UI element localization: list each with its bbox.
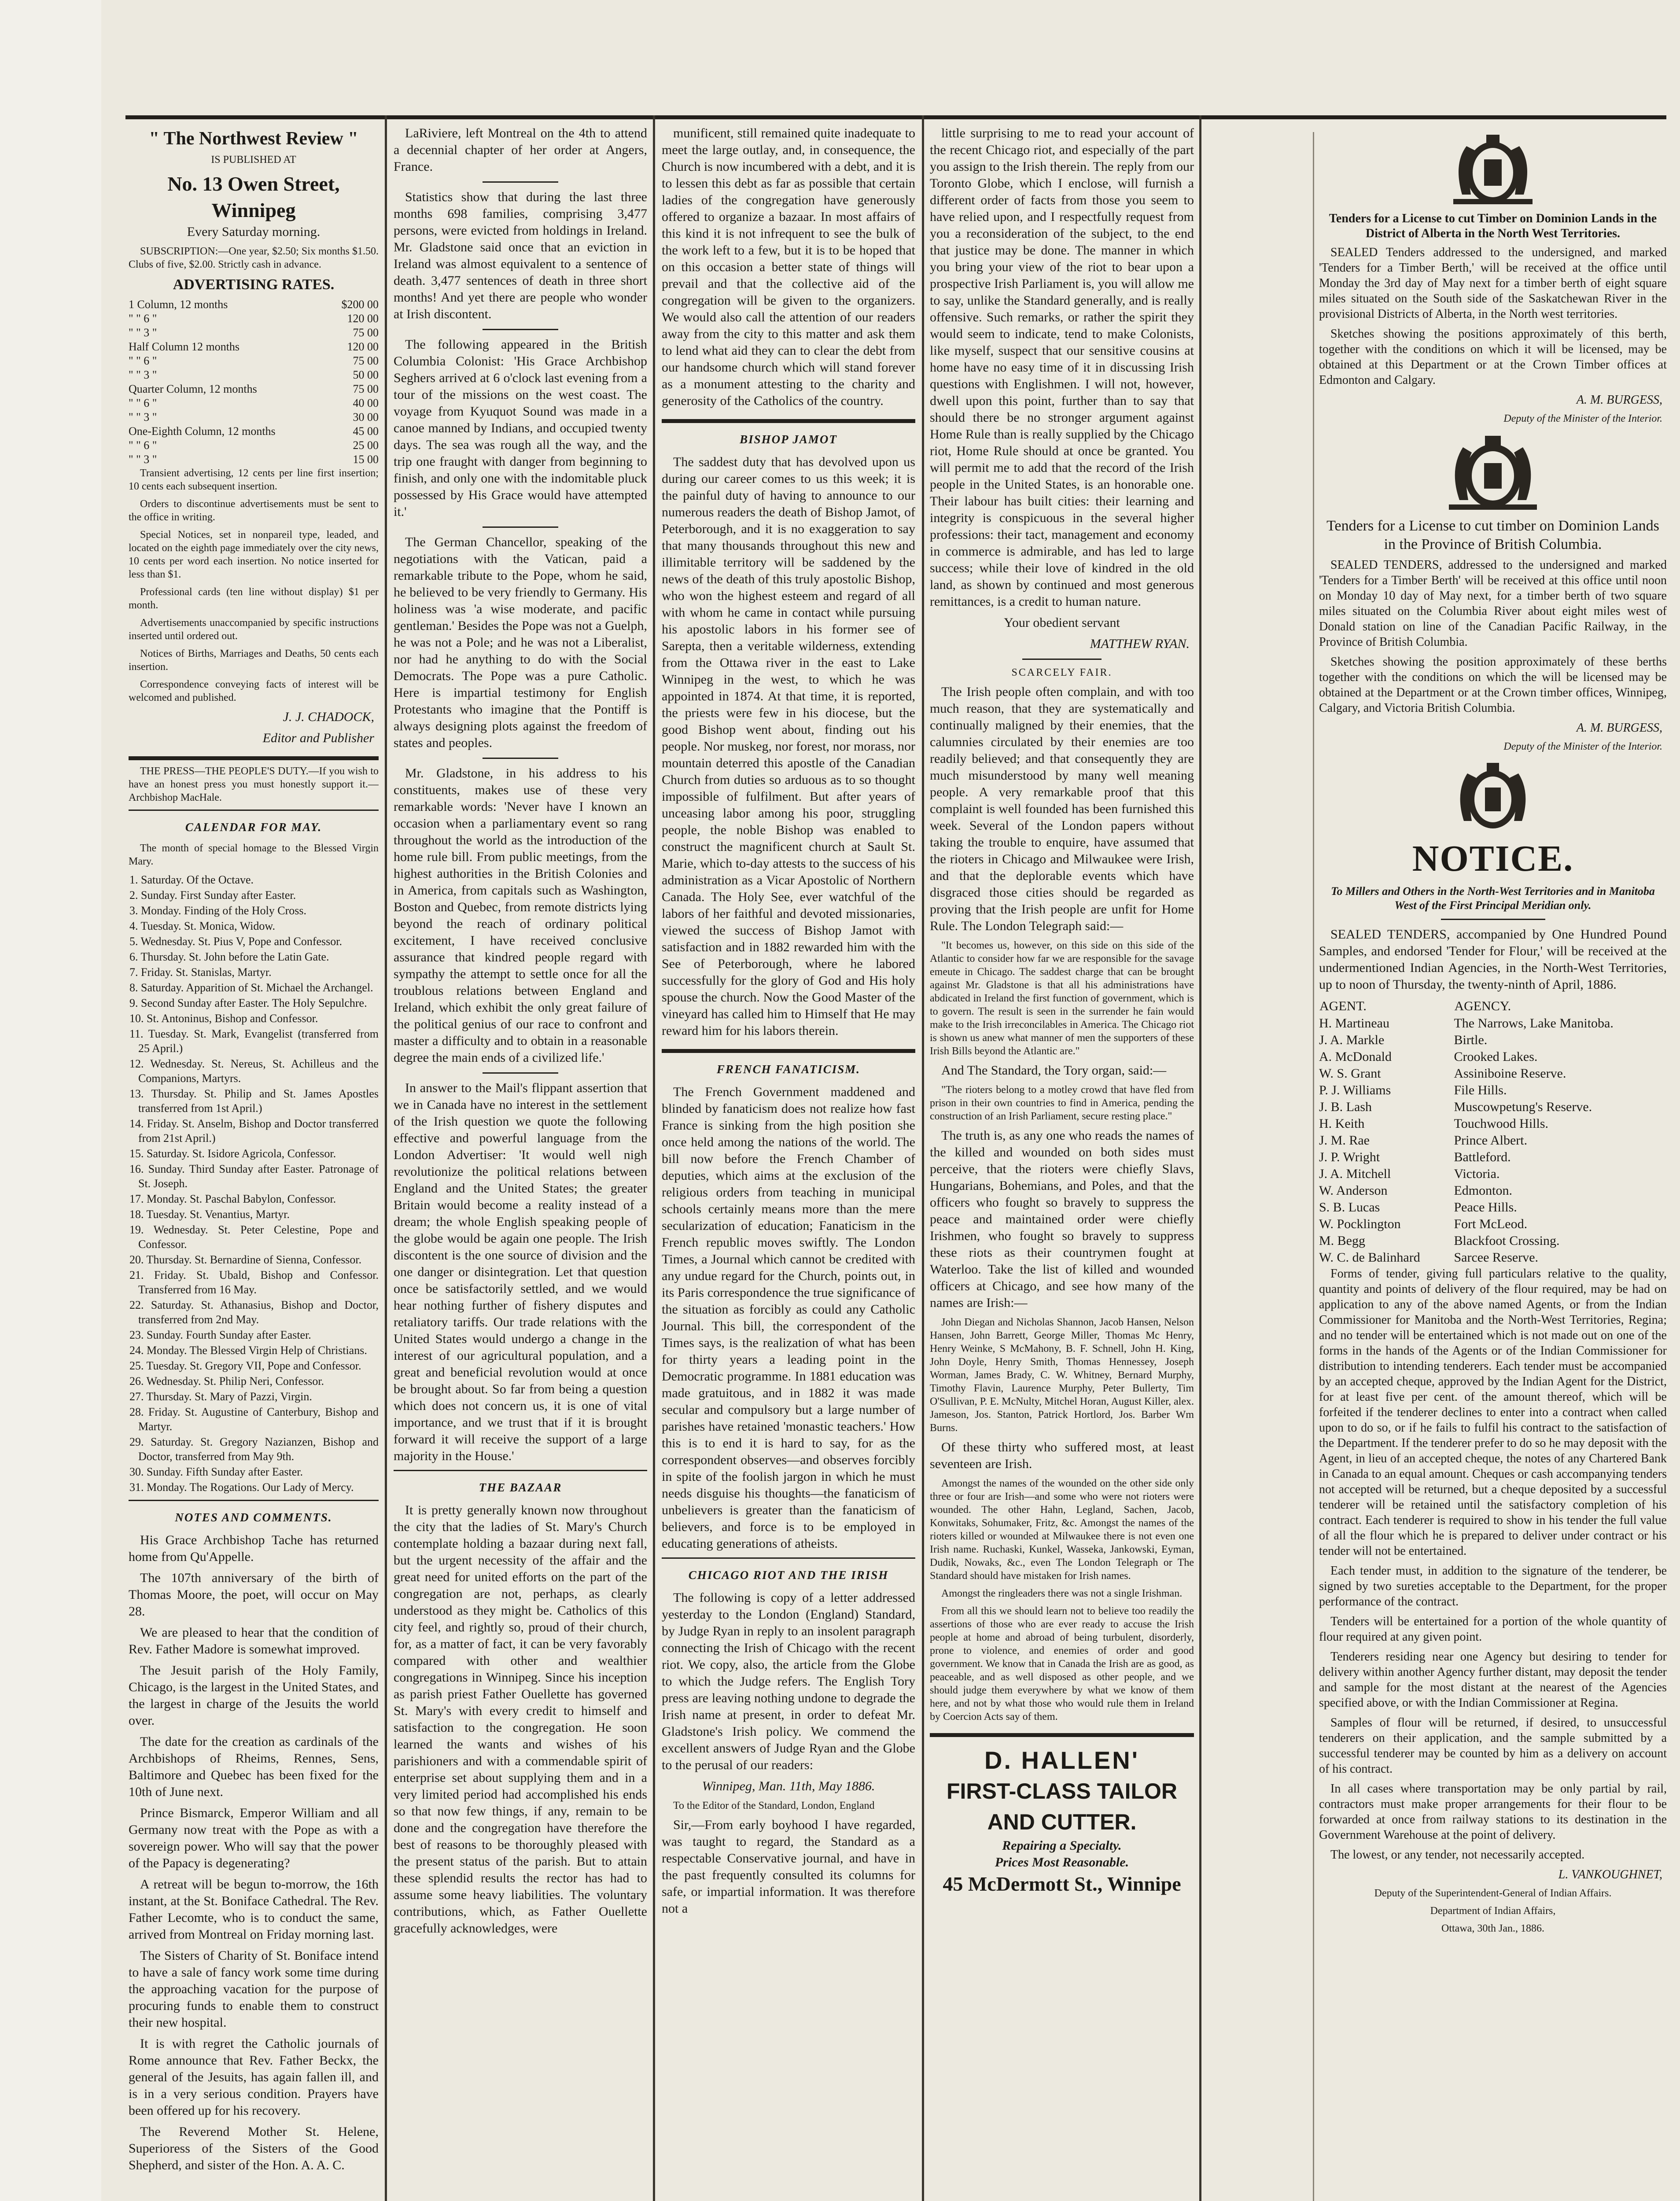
column-5 <box>1319 125 1667 2201</box>
scan-margin <box>0 0 101 2201</box>
note-paragraph: The date for the creation as cardinals of the Archbishops of Rheims, Rennes, Sens, Baltimore and Quebec has been fixed for the 10th of June next. <box>129 1734 379 1799</box>
agent-row <box>1319 1249 1667 1266</box>
agent-row <box>1319 1032 1667 1049</box>
agent-name: S. B. Lucas <box>1319 1200 1380 1215</box>
notice-department: Department of Indian Affairs, <box>1430 1905 1556 1917</box>
note-paragraph: It is with regret the Catholic journals of Rome announce that Rev. Father Beckx, the general of the Jesuits, has again fallen ill, and is in a very serious condition. Prayers have been offered up for his recovery. <box>129 2036 379 2118</box>
divider <box>930 1733 1194 1737</box>
agency-name: The Narrows, Lake Manitoba. <box>1454 1016 1614 1031</box>
calendar-item: 25. Tuesday. St. Gregory VII, Pope and Confessor. <box>129 1359 361 1372</box>
tender-alberta-sketches: Sketches showing the positions approximately of this berth, together with the conditions on which it will be licensed, may be obtained at this Department or at the Crown Timber offices at Edmonton and Calgary. <box>1319 327 1667 387</box>
calendar-item: 12. Wednesday. St. Nereus, St. Achilleus and the Companions, Martyrs. <box>129 1057 379 1085</box>
article-paragraph: The truth is, as any one who reads the names of the killed and wounded on both sides must perceive, that the rioters were chiefly Slavs, Hungarians, Bohemians, and Poles, and that the officers who fought so bravely to suppress the peace and maintained order were chiefly Irishmen, who fought so bravely to suppress these riots as their countrymen fought at Waterloo. Take the list of killed and wounded officers at Chicago, and see how many of the names are Irish:— <box>930 1128 1194 1310</box>
divider <box>394 1470 647 1471</box>
jamot-heading: BISHOP JAMOT <box>740 433 837 446</box>
notice-paragraph: Samples of flour will be returned, if desired, to unsuccessful tenderers on their application, and the sample submitted by a successful tenderer may be counted by him as a delivery on account of his contract. <box>1319 1716 1667 1776</box>
rates-heading: ADVERTISING RATES. <box>173 276 335 293</box>
notice-paragraph: In all cases where transportation may be only partial by rail, contractors must make proper arrangements for their flour to be forwarded at once from railway stations to its destination in the Government Warehouse at the point of delivery. <box>1319 1782 1667 1842</box>
note-paragraph: We are pleased to hear that the condition of Rev. Father Madore is somewhat improved. <box>129 1625 379 1656</box>
rate-row <box>129 326 379 340</box>
tender-bc-sketches: Sketches showing the position approximately of these berths together with the conditions on which the will be licensed may be obtained at the Department or at the Crown timber offices, Winnipeg, Calgary, and Victoria British Columbia. <box>1319 655 1667 715</box>
rate-label: " " 3 " <box>129 411 157 423</box>
notice-paragraph: Forms of tender, giving full particulars relative to the quality, quantity and points of delivery of the flour required, may be had on application to any of the above named Agents, or from the Indian Commissioner for Manitoba and the North-West Territories, Regina; and no tender will be entertained which is not made out on one of the forms in the hands of the Agents or of the Indian Commissioner for distribution to intending tenderers. Each tender must be accompanied by an accepted cheque, approved by the Indian Agent for the District, for at least five per cent. of the amount thereof, which will be forfeited if the tenderer declines to enter into a contract when called upon to do so, or if he fails to fulfil his contract to the satisfaction of the Department. If the tenderer prefer to do so he may deposit with the Agent, in lieu of an accepted cheque, the notes of any Chartered Bank in Canada to an equal amount. Cheques or cash accompanying tenders not accepted will be returned, but a cheque deposited by a successful tenderer will be retained until the satisfactory completion of his contract. Each tenderer is required to show in his tender the full value of all the flour which he is prepared to deliver under contract or his tender will not be entertained. <box>1319 1267 1667 1558</box>
rate-row <box>129 410 379 424</box>
published-at: IS PUBLISHED AT <box>211 154 296 166</box>
calendar-item: 21. Friday. St. Ubald, Bishop and Confessor. Transferred from 16 May. <box>129 1269 379 1296</box>
notice-date: Ottawa, 30th Jan., 1886. <box>1441 1923 1544 1934</box>
divider <box>129 1500 379 1501</box>
article-paragraph: Amongst the names of the wounded on the other side only three or four are Irish—and some who were not rioters were wounded. The other Hahn, Legland, Sachen, Jacob, Konwitaks, Sohumaker, Fritz, &c. Amongst the names of the rioters killed or wounded at Milwaukee there is not even one Irish name. Ruchaski, Kunkel, Wasseka, Jankowski, Eyman, Dudik, Nowaks, &c., even The London Telegraph or The Standard should have mistaken for Irish names. <box>930 1478 1194 1582</box>
calendar-item: 10. St. Antoninus, Bishop and Confessor. <box>129 1012 318 1025</box>
rate-price: 75 00 <box>353 354 379 367</box>
agent-name: H. Martineau <box>1319 1016 1389 1031</box>
quote-paragraph: "The rioters belong to a motley crowd that have fled from prison in their own countries to find in America, pending the construction of an Irish Parliament, secure resting place." <box>930 1084 1194 1122</box>
column-1 <box>129 125 379 2201</box>
rate-row <box>129 396 379 410</box>
article-paragraph: In answer to the Mail's flippant assertion that we in Canada have no interest in the settlement of the Irish question we quote the following effective and powerful language from the London Advertiser: 'It would well nigh revolutionize the political relations between England and the United States; the greater Britain would become a reality instead of a dream; the whole English speaking people of the globe would be again one people. The Irish discontent is the one source of division and the one danger or disintegration. Let that question once be satisfactorily settled, and we would hear nothing further of fishery disputes and retaliatory tariffs. Our trade relations with the United States would undergo a change in the interest of our agricultural population, and a great and beneficial revolution would at once be brought about. So far from being a question which does not concern us, it is one of vital importance, and we trust that if it is brought forward it will receive the support of a large majority in the House.' <box>394 1081 647 1463</box>
note-paragraph: His Grace Archbishop Tache has returned home from Qu'Appelle. <box>129 1533 379 1564</box>
rate-label: " " 3 " <box>129 368 157 381</box>
article-paragraph: Mr. Gladstone, in his address to his constituents, makes use of these very remarkable words: 'Never have I known an occasion when a parliamentary event so rang throughout the world as the introduction of the home rule bill. From public meetings, from the highest authorities in the British Colonies and in America, from capitals such as Washington, Boston and Quebec, from remote districts lying beyond the reach of ordinary political excitement, I have received conclusive assurance that kindred people regard with sympathy the attempt to settle once for all the troublous relations between England and Ireland, which exhibit the only great failure of the political genius of our race to confront and master a difficulty and to obtain in a reasonable degree the main ends of a civilized life.' <box>394 766 647 1065</box>
masthead: " The Northwest Review " <box>149 129 358 149</box>
tailor-ad-title: FIRST-CLASS TAILOR AND CUTTER. <box>946 1779 1178 1834</box>
tailor-ad-prices: Prices Most Reasonable. <box>995 1855 1129 1870</box>
notice-signer-title: Deputy of the Superintendent-General of Indian Affairs. <box>1374 1888 1612 1899</box>
calendar-item: 3. Monday. Finding of the Holy Cross. <box>129 904 307 917</box>
calendar-item: 11. Tuesday. St. Mark, Evangelist (transferred from 25 April.) <box>129 1027 379 1055</box>
calendar-item: 22. Saturday. St. Athanasius, Bishop and Doctor, transferred from 2nd May. <box>129 1299 379 1326</box>
rates-table <box>129 298 379 467</box>
agency-name: Edmonton. <box>1454 1183 1512 1198</box>
rate-row <box>129 424 379 438</box>
rate-row <box>129 312 379 326</box>
publisher-address: No. 13 Owen Street, Winnipeg <box>167 173 340 221</box>
tender-alberta-signer-title: Deputy of the Minister of the Interior. <box>1503 413 1662 424</box>
tender-bc-signer: A. M. BURGESS, <box>1576 721 1662 735</box>
rate-row <box>129 298 379 312</box>
letter-continued: little surprising to me to read your account of the recent Chicago riot, and especially of the part you assign to the Irish therein. The reply from our Toronto Globe, which I enclose, will furnish a different order of facts from those you seem to have relied upon, and I respectfully request from you a reconsideration of the subject, to the end that justice may be done. The manner in which you bring your view of the riot to bear upon a prospective Irish Parliament is, you will allow me to say, unlike the Standard generally, and is really offensive. Such remarks, or rather the spirit they would seem to indicate, tend to make Colonists, like myself, suspect that our sensitive cousins at home have no easy time of it in discussing Irish questions with Englishmen. I will not, however, dwell upon this point, further than to say that should there be no stronger argument against Home Rule than is really supplied by the Chicago riot, Home Rule should at once be granted. You will permit me to add that the record of the Irish people in the United States, is an honorable one. Their labour has built cities: their learning and integrity is conspicuous in the several higher professions: their tact, management and economy in commerce is admirable, and has led to large success; while their love of kindred in the old land, as shown by continued and most generous remittances, is a credit to human nature. <box>930 126 1194 609</box>
bazaar-heading: THE BAZAAR <box>479 1481 562 1494</box>
chicago-article: The following is copy of a letter addressed yesterday to the London (England) Standard, by Judge Ryan in reply to an insolent paragraph connecting the Irish of Chicago with the recent riot. We copy, also, the article from the Globe to which the Judge refers. The English Tory press are leaving nothing undone to degrade the Irish name at present, in order to defeat Mr. Gladstone's Irish policy. We commend the excellent answers of Judge Ryan and the Globe to the perusal of our readers: <box>662 1590 915 1772</box>
agency-name: Fort McLeod. <box>1454 1217 1528 1231</box>
agency-name: Battleford. <box>1454 1150 1511 1164</box>
agent-row <box>1319 1216 1667 1233</box>
rate-label: One-Eighth Column, 12 months <box>129 425 276 438</box>
correspondence-notice: Correspondence conveying facts of interest will be welcomed and published. <box>129 679 379 703</box>
calendar-item: 18. Tuesday. St. Venantius, Martyr. <box>129 1208 290 1221</box>
column-rule <box>385 115 387 2201</box>
births-notice: Notices of Births, Marriages and Deaths, 50 cents each insertion. <box>129 648 379 673</box>
agent-name: W. Anderson <box>1319 1183 1388 1198</box>
column-rule <box>653 115 655 2201</box>
jamot-article: The saddest duty that has devolved upon us during our career comes to us this week; it is the painful duty of having to announce to our numerous readers the death of Bishop Jamot, of Peterborough, and it is no exaggeration to say that many thousands throughout this new and illimitable territory will be saddened by the news of the death of this truly apostolic Bishop, who won the highest esteem and regard of all with whom he came in contact while pursuing his apostolic labors in his former see of Sarepta, then a veritable wilderness, extending from the Ottawa river in the east to Lake Winnipeg in the west, to which he was appointed in 1874. At that time, it is reported, the priests were few in his diocese, but the good Bishop went about, finding out his people. Nor muskeg, nor forest, nor morass, nor mountain deterred this apostle of the Canadian Church from duties so arduous as to so thought impossible of fulfilment. But after years of unceasing labor among his poor, struggling people, the noble Bishop was enabled to construct the magnificent church at Sault St. Marie, which to-day attests to the success of his administration as a Vicar Apostolic of Northern Canada. The Holy See, ever watchful of the labors of her faithful and devoted missionaries, viewed the success of Bishop Jamot with satisfaction and in 1882 rewarded him with the See of Peterborough, where he labored successfully for the glory of God and His holy spouse the church. Now the Good Master of the vineyard has called him to Himself that He may reward him for his labors therein. <box>662 455 915 1038</box>
calendar-item: 27. Thursday. St. Mary of Pazzi, Virgin. <box>129 1390 312 1403</box>
rate-price: 45 00 <box>353 425 379 438</box>
notice-heading: NOTICE. <box>1412 838 1574 879</box>
tailor-ad-name: D. HALLEN' <box>984 1746 1139 1774</box>
calendar-item: 24. Monday. The Blessed Virgin Help of Christians. <box>129 1344 367 1357</box>
column-4 <box>930 125 1194 2201</box>
rate-price: 40 00 <box>353 397 379 409</box>
calendar-item: 30. Sunday. Fifth Sunday after Easter. <box>129 1465 303 1478</box>
rate-row <box>129 382 379 396</box>
agent-name: M. Begg <box>1319 1233 1365 1248</box>
rate-price: 25 00 <box>353 439 379 452</box>
column-rule <box>1313 132 1314 2201</box>
agent-row <box>1319 1149 1667 1166</box>
agent-column-header: AGENT. <box>1319 999 1367 1013</box>
tender-alberta-signer: A. M. BURGESS, <box>1576 393 1662 407</box>
article-paragraph: Of these thirty who suffered most, at least seventeen are Irish. <box>930 1440 1194 1471</box>
professional-cards: Professional cards (ten line without display) $1 per month. <box>129 586 379 611</box>
rate-label: " " 6 " <box>129 354 157 367</box>
calendar-item: 20. Thursday. St. Bernardine of Sienna, Confessor. <box>129 1253 362 1266</box>
divider <box>483 329 559 330</box>
note-paragraph: The 107th anniversary of the birth of Thomas Moore, the poet, will occur on May 28. <box>129 1571 379 1619</box>
notice-subheading: To Millers and Others in the North-West Territories and in Manitoba West of the First Principal Meridian only. <box>1331 885 1655 912</box>
calendar-item: 14. Friday. St. Anselm, Bishop and Doctor transferred from 21st April.) <box>129 1117 379 1145</box>
rate-price: 120 00 <box>347 340 379 353</box>
top-rule <box>125 115 1666 119</box>
calendar-item: 2. Sunday. First Sunday after Easter. <box>129 889 296 902</box>
rate-label: Half Column 12 months <box>129 340 240 353</box>
divider <box>1441 919 1545 920</box>
note-paragraph: The Jesuit parish of the Holy Family, Chicago, is the largest in the United States, and the largest in charge of the Jesuits the world over. <box>129 1663 379 1728</box>
note-paragraph: The Sisters of Charity of St. Boniface intend to have a sale of fancy work some time during the approaching vacation for the purpose of procuring funds to enable them to construct their new hospital. <box>129 1948 379 2030</box>
rate-label: 1 Column, 12 months <box>129 298 228 311</box>
letter-signer: MATTHEW RYAN. <box>1090 637 1190 651</box>
names-list: John Diegan and Nicholas Shannon, Jacob Hansen, Nelson Hansen, John Barrett, George Miller, Thomas Mc Henry, Henry Weinke, S McMahony, B. F. Schnell, John H. King, John Doyle, Henry Smith, Thomas Hennessey, Joseph Worman, James Brady, C. W. Whitney, Bernard Murphy, Timothy Flavin, Laurence Murphy, Peter Bullerty, Tim O'Sullivan, P. E. McNulty, Mitchel Horan, August Killer, alex. Jameson, Jos. Stanton, Patrick Hortlord, Jos. Barber Wm Burns. <box>930 1317 1194 1434</box>
calendar-item: 13. Thursday. St. Philip and St. James Apostles transferred from 1st April.) <box>129 1087 379 1115</box>
agents-table <box>1319 997 1667 1266</box>
rate-label: " " 3 " <box>129 453 157 466</box>
notice-signer: L. VANKOUGHNET, <box>1558 1868 1662 1881</box>
calendar-item: 17. Monday. St. Paschal Babylon, Confessor. <box>129 1193 336 1205</box>
divider <box>483 1072 559 1074</box>
coat-of-arms-icon <box>1427 758 1559 832</box>
article-paragraph: The Irish people often complain, and with too much reason, that they are systematically and continually maligned by their enemies, that the calumnies circulated by their enemies are too readily believed; and that consequently they are much misunderstood by many well meaning people. A very remarkable proof that this complaint is well founded has been furnished this week. Several of the London papers without taking the trouble to enquire, have assumed that the rioters in Chicago and Milwaukee were Irish, and that the deplorable events which have disgraced those cities should be regarded as proving that the Irish people are unfit for Home Rule. The London Telegraph said:— <box>930 685 1194 933</box>
agency-name: Assiniboine Reserve. <box>1454 1066 1566 1081</box>
rate-price: 30 00 <box>353 411 379 423</box>
agent-name: H. Keith <box>1319 1116 1365 1131</box>
agency-name: Touchwood Hills. <box>1454 1116 1549 1131</box>
calendar-item: 8. Saturday. Apparition of St. Michael the Archangel. <box>129 981 373 994</box>
agency-name: Muscowpetung's Reserve. <box>1454 1100 1592 1114</box>
tailor-ad-specialty: Repairing a Specialty. <box>1002 1838 1122 1853</box>
calendar-item: 28. Friday. St. Augustine of Canterbury, Bishop and Martyr. <box>129 1406 379 1433</box>
schedule: Every Saturday morning. <box>187 225 321 239</box>
divider <box>129 810 379 811</box>
rate-price: 75 00 <box>353 326 379 339</box>
rate-label: Quarter Column, 12 months <box>129 383 257 395</box>
agent-row <box>1319 1115 1667 1132</box>
divider <box>483 758 559 759</box>
agency-name: Crooked Lakes. <box>1454 1049 1538 1064</box>
calendar-item: 5. Wednesday. St. Pius V, Pope and Confessor. <box>129 935 343 948</box>
agent-row <box>1319 1166 1667 1182</box>
agent-row <box>1319 1015 1667 1032</box>
column-rule <box>1199 115 1201 2201</box>
rate-row <box>129 368 379 382</box>
article-paragraph: LaRiviere, left Montreal on the 4th to attend a decennial chapter of her order at Angers, France. <box>394 126 647 174</box>
bazaar-article: It is pretty generally known now throughout the city that the ladies of St. Mary's Church contemplate holding a bazaar during next fall, but the urgent necessity of the affair and the great need for united efforts on the part of the congregation are not, perhaps, as clearly understood as they might be. Catholics of this city feel, and rightly so, proud of their church, for, as a matter of fact, it can be very favorably compared with other and wealthier congregations in Winnipeg. Since his inception as parish priest Father Ouellette has governed St. Mary's with every credit to himself and satisfaction to the congregation. He soon learned the wants and wishes of his parishioners and with a commendable spirit of enterprise set about supplying them and in a very limited period had accomplished his ends so that now few things, if any, remain to be done and the congregation have therefore the best of reasons to be thoroughly pleased with the present status of the parish. But to attain these splendid results the rector has had to assume some heavy liabilities. The voluntary contributions, which, as Father Ouellette gracefully acknowledges, were <box>394 1503 647 1936</box>
article-paragraph: Amongst the ringleaders there was not a single Irishman. <box>941 1588 1183 1599</box>
agency-name: Peace Hills. <box>1454 1200 1517 1215</box>
calendar-item: 4. Tuesday. St. Monica, Widow. <box>129 920 275 932</box>
notes-heading: NOTES AND COMMENTS. <box>175 1511 332 1524</box>
agency-name: File Hills. <box>1454 1083 1507 1097</box>
calendar-item: 31. Monday. The Rogations. Our Lady of Mercy. <box>129 1481 354 1494</box>
rate-label: " " 6 " <box>129 312 157 325</box>
note-paragraph: A retreat will be begun to-morrow, the 16th instant, at the St. Boniface Cathedral. The Rev. Father Lecomte, who is to conduct the same, arrived from Montreal on Friday morning last. <box>129 1877 379 1942</box>
agent-name: W. S. Grant <box>1319 1066 1381 1081</box>
agent-row <box>1319 1182 1667 1199</box>
agent-row <box>1319 1132 1667 1149</box>
transient-rate: Transient advertising, 12 cents per line first insertion; 10 cents each subsequent insertion. <box>129 467 379 492</box>
quote-paragraph: "It becomes us, however, on this side on this side of the Atlantic to consider how far we are responsible for the savage emeute in Chicago. The saddest charge that can be brought against Mr. Gladstone is that all his administrations have abdicated in Ireland the first function of government, which is to govern. The result is seen in the surrender he fain would make to the Irish irreconcilables in America. The Chicago riot is shown us anew what manner of men the supporters of these Irish Bills beyond the Atlantic are." <box>930 940 1194 1057</box>
notice-paragraph: The lowest, or any tender, not necessarily accepted. <box>1330 1848 1585 1862</box>
article-paragraph: And The Standard, the Tory organ, said:— <box>941 1063 1167 1078</box>
calendar-item: 6. Thursday. St. John before the Latin Gate. <box>129 950 329 963</box>
rate-price: 50 00 <box>353 368 379 381</box>
agent-name: P. J. Williams <box>1319 1083 1391 1097</box>
agent-name: J. A. Markle <box>1319 1033 1385 1047</box>
rate-price: 120 00 <box>347 312 379 325</box>
tender-alberta-body: SEALED Tenders addressed to the undersigned, and marked 'Tenders for a Timber Berth,' will be received at the office until Monday the 3rd day of May next for a timber berth of eight square miles situated on the South side of the Saskatchewan River in the provisional Districts of Alberta, in the North west territories. <box>1319 246 1667 321</box>
rate-row <box>129 453 379 467</box>
agent-name: W. Pocklington <box>1319 1217 1401 1231</box>
calendar-item: 9. Second Sunday after Easter. The Holy Sepulchre. <box>129 997 367 1009</box>
calendar-item: 19. Wednesday. St. Peter Celestine, Pope and Confessor. <box>129 1223 379 1251</box>
agent-row <box>1319 1199 1667 1216</box>
letter-dateline: Winnipeg, Man. 11th, May 1886. <box>702 1779 875 1793</box>
calendar-item: 26. Wednesday. St. Philip Neri, Confessor. <box>129 1375 324 1388</box>
calendar-list <box>129 872 379 1494</box>
rate-price: 15 00 <box>353 453 379 466</box>
agent-row <box>1319 1099 1667 1115</box>
agent-row <box>1319 1082 1667 1099</box>
agency-name: Prince Albert. <box>1454 1133 1528 1148</box>
rate-label: " " 6 " <box>129 439 157 452</box>
rate-label: " " 3 " <box>129 326 157 339</box>
notice-paragraph: Tenders will be entertained for a portion of the whole quantity of flour required at any given point. <box>1319 1615 1667 1644</box>
agent-name: J. A. Mitchell <box>1319 1167 1391 1181</box>
note-paragraph: The Reverend Mother St. Helene, Superioress of the Sisters of the Good Shepherd, and sister of the Hon. A. A. C. <box>129 2124 379 2172</box>
tender-alberta-heading: Tenders for a License to cut Timber on Dominion Lands in the District of Alberta in the North West Territories. <box>1329 212 1657 240</box>
divider <box>483 526 559 528</box>
coat-of-arms-icon <box>1427 129 1559 208</box>
agent-row <box>1319 1233 1667 1249</box>
rate-price: $200 00 <box>341 298 379 311</box>
agent-row <box>1319 1065 1667 1082</box>
calendar-item: 15. Saturday. St. Isidore Agricola, Confessor. <box>129 1147 336 1160</box>
notice-paragraph: Each tender must, in addition to the signature of the tenderer, be signed by two sureties acceptable to the Department, for the proper performance of the contract. <box>1319 1564 1667 1608</box>
orders-notice: Orders to discontinue advertisements must be sent to the office in writing. <box>129 498 379 523</box>
divider <box>1022 659 1102 660</box>
divider <box>129 756 379 760</box>
french-heading: FRENCH FANATICISM. <box>716 1063 861 1076</box>
editor-title: Editor and Publisher <box>262 731 374 745</box>
column-3 <box>662 125 915 2201</box>
letter-body: Sir,—From early boyhood I have regarded, was taught to regard, the Standard as a respectable Conservative journal, and have in the past frequently consulted its columns for safe, or impartial information. It was therefore not a <box>662 1818 915 1916</box>
special-notices: Special Notices, set in nonpareil type, leaded, and located on the eighth page immediately over the city news, 10 cents per word each insertion. No notice inserted for less than $1. <box>129 529 379 580</box>
article-paragraph: From all this we should learn not to believe too readily the assertions of those who are ever ready to accuse the Irish people at home and abroad of being turbulent, disorderly, prone to violence, and enemies of order and good government. We know that in Canada the Irish are as good, as peaceable, and as well disposed as other people, and we should judge them everywhere by what we know of them here, and not by what those who would rule them in Ireland by Coercion Acts say of them. <box>930 1605 1194 1723</box>
rate-row <box>129 354 379 368</box>
calendar-item: 29. Saturday. St. Gregory Nazianzen, Bishop and Doctor, transferred from May 9th. <box>129 1435 379 1463</box>
divider <box>662 1557 915 1559</box>
calendar-item: 23. Sunday. Fourth Sunday after Easter. <box>129 1329 311 1341</box>
press-quote: THE PRESS—THE PEOPLE'S DUTY.—If you wish to have an honest press you must honestly support it.—Archbishop MacHale. <box>129 766 379 803</box>
editor-name: J. J. CHADOCK, <box>283 710 374 724</box>
agent-name: W. C. de Balinhard <box>1319 1250 1420 1265</box>
letter-close: Your obedient servant <box>1004 615 1120 630</box>
rate-label: " " 6 " <box>129 397 157 409</box>
agency-name: Birtle. <box>1454 1033 1488 1047</box>
agency-name: Sarcee Reserve. <box>1454 1250 1539 1265</box>
notice-paragraph: Tenderers residing near one Agency but desiring to tender for delivery within another Agency further distant, may deposit the tender and sample for the most distant at the nearest of the Agencies specified above, or with the Indian Commissioner at Regina. <box>1319 1650 1667 1710</box>
calendar-heading: CALENDAR FOR MAY. <box>185 821 322 834</box>
calendar-intro: The month of special homage to the Blessed Virgin Mary. <box>129 843 379 867</box>
agent-name: A. McDonald <box>1319 1049 1392 1064</box>
calendar-item: 16. Sunday. Third Sunday after Easter. Patronage of St. Joseph. <box>129 1163 379 1190</box>
column-rule <box>922 115 924 2201</box>
agency-column-header: AGENCY. <box>1454 999 1511 1013</box>
rate-row <box>129 438 379 453</box>
notice-body: SEALED TENDERS, accompanied by One Hundred Pound Samples, and endorsed 'Tender for Flour,' will be received at the undermentioned Indian Agencies, in the North-West Territories, up to noon of Thursday, the twenty-ninth of April, 1886. <box>1319 927 1667 992</box>
agent-name: J. P. Wright <box>1319 1150 1380 1164</box>
agent-name: J. B. Lash <box>1319 1100 1372 1114</box>
letter-addressee: To the Editor of the Standard, London, England <box>673 1800 875 1811</box>
divider <box>662 419 915 423</box>
tender-bc-heading: Tenders for a License to cut timber on Dominion Lands in the Province of British Columbia. <box>1326 518 1659 552</box>
divider <box>662 1049 915 1053</box>
coat-of-arms-icon <box>1414 430 1572 513</box>
article-paragraph: Statistics show that during the last three months 698 families, comprising 3,477 persons, were evicted from holdings in Ireland. Mr. Gladstone said once that an eviction in Ireland was almost equivalent to a sentence of death. 3,477 sentences of death in three short months! And yet there are people who wonder at Irish discontent. <box>394 190 647 321</box>
subscription: SUBSCRIPTION:—One year, $2.50; Six months $1.50. Clubs of five, $2.00. Strictly cash in advance. <box>129 246 379 270</box>
agent-name: J. M. Rae <box>1319 1133 1370 1148</box>
calendar-item: 1. Saturday. Of the Octave. <box>129 873 254 886</box>
agency-name: Victoria. <box>1454 1167 1500 1181</box>
tender-bc-signer-title: Deputy of the Minister of the Interior. <box>1503 741 1662 752</box>
agent-row <box>1319 1049 1667 1065</box>
scarcely-fair-heading: SCARCELY FAIR. <box>1011 667 1113 678</box>
divider <box>483 181 559 183</box>
article-paragraph: The following appeared in the British Columbia Colonist: 'His Grace Archbishop Seghers arrived at 6 o'clock last evening from a tour of the missions on the west coast. The voyage from Kyuquot Sound was made in a canoe manned by Indians, and occupied twenty days. The sea was rough all the way, and the trip one fraught with danger from beginning to finish, and only one with the indomitable pluck possessed by His Grace would have attempted it.' <box>394 337 647 519</box>
french-article: The French Government maddened and blinded by fanaticism does not realize how fast France is sinking from the high position she once held among the nations of the world. The bill now before the French Chamber of deputies, which aims at the exclusion of the religious orders from teaching in municipal schools certainly means more than the mere secularization of education; Fanaticism in the French republic moves swiftly. The London Times, a Journal which cannot be credited with any undue regard for the Church, points out, in its Paris correspondence the true significance of the situation as forcibly as could any Catholic Journal. This bill, the correspondent of the Times says, is the realization of what has been for thirty years a leading point in the Democratic programme. In 1881 education was made gratuitous, and in 1882 it was made secular and compulsory but a large number of parishes have retained 'monastic teachers.' How this is to end it is hard to say, for as the correspondent observes—and observes forcibly in spite of the foolish jargon in which he must needs disguise his thoughts—the fanaticism of unbelievers is greater than the fanaticism of believers, and force is to be employed in educating generations of atheists. <box>662 1085 915 1551</box>
rate-row <box>129 340 379 354</box>
tender-bc-body: SEALED TENDERS, addressed to the undersigned and marked 'Tenders for a Timber Berth' will be received at this office until noon on Monday 10 day of May next, for a timber berth of two square miles situated on the Columbia River about eight miles west of Donald station on line of the Canadian Pacific Railway, in the Province of British Columbia. <box>1319 558 1667 649</box>
chicago-heading: CHICAGO RIOT AND THE IRISH <box>688 1568 889 1582</box>
tailor-ad-address: 45 McDermott St., Winnipe <box>943 1873 1181 1895</box>
agency-name: Blackfoot Crossing. <box>1454 1233 1560 1248</box>
column-2 <box>394 125 647 2201</box>
rate-price: 75 00 <box>353 383 379 395</box>
calendar-item: 7. Friday. St. Stanislas, Martyr. <box>129 966 272 979</box>
note-paragraph: Prince Bismarck, Emperor William and all Germany now treat with the Pope as with a sovereign power. Who will say that the power of the Papacy is degenerating? <box>129 1806 379 1870</box>
bazaar-continued: munificent, still remained quite inadequate to meet the large outlay, and, in consequence, the Church is now incumbered with a debt, and it is to lessen this debt as far as possible that certain ladies of the congregation have generously offered to organize a bazaar. In most affairs of this kind it is not infrequent to see the bulk of the work left to a few, but it is to be hoped that on this occasion a better state of things will prevail and that the collective aid of the congregation will be given to the organizers. We would also call the attention of our readers away from the city to this matter and ask them to lend what aid they can to clear the debt from our handsome church which will stand forever as a monument attesting to the charity and generosity of the Catholics of the country. <box>662 126 915 408</box>
article-paragraph: The German Chancellor, speaking of the negotiations with the Vatican, paid a remarkable tribute to the Pope, whom he said, he believed to be very friendly to Germany. His holiness was 'a wise moderate, and pacific gentleman.' Besides the Pope was not a Guelph, he was not a Pole; and he was not a Liberalist, nor had he anything to do with the Social Democrats. The Pope was a pure Catholic. Here is impartial testimony for English Protestants who imagine that the Pontiff is always designing plots against the freedom of states and peoples. <box>394 535 647 750</box>
unaccompanied-notice: Advertisements unaccompanied by specific instructions inserted until ordered out. <box>129 617 379 642</box>
